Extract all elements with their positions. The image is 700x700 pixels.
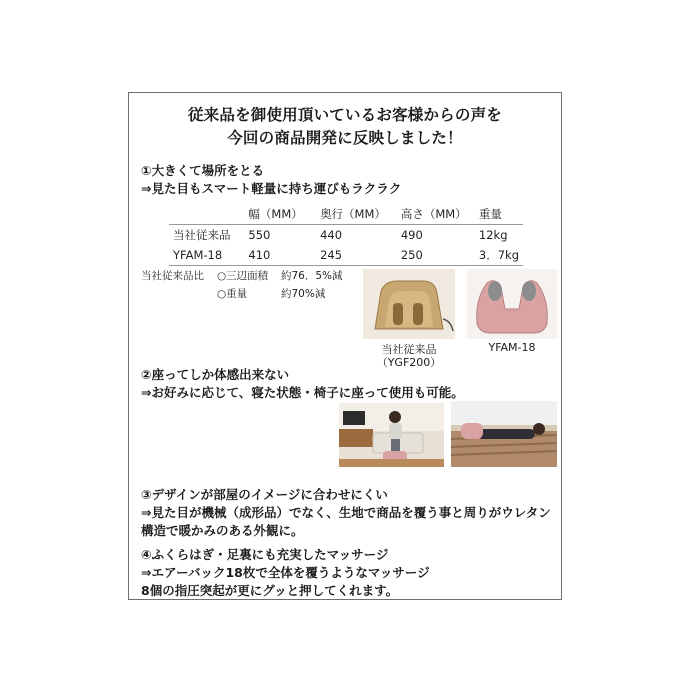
spec-cell: 3．7kg: [475, 245, 523, 266]
headline-line-1: 従来品を御使用頂いているお客様からの声を: [187, 106, 502, 124]
spec-header-cell: 高さ（MM）: [397, 204, 475, 225]
spec-cell: 550: [248, 228, 271, 242]
new-product-photo: [467, 269, 557, 339]
section3-answer-line-2: 構造で暖かみのある外観に。: [141, 523, 304, 538]
spec-cell: 490: [400, 228, 423, 242]
person-sitting-icon: [339, 403, 444, 467]
section3-answer-line-1: ⇒見た目が機械（成形品）でなく、生地で商品を覆う事と周りがウレタン: [141, 505, 551, 520]
bed-photo: [451, 401, 557, 467]
spec-header-cell: [169, 204, 244, 225]
old-product-caption-1: 当社従来品: [381, 343, 437, 356]
comparison-item1-name: ○三辺面積: [217, 270, 269, 282]
comparison-label: 当社従来品比: [141, 270, 204, 282]
headline-line-2: 今回の商品開発に反映しました！: [227, 129, 463, 147]
comparison-item2-value: 約70%減: [281, 288, 326, 300]
person-lying-icon: [451, 401, 557, 467]
section2-title: ②座ってしか体感出来ない: [141, 367, 290, 382]
section1-answer: ⇒見た目もスマート軽量に持ち運びもラクラク: [141, 181, 402, 196]
spec-table: [169, 204, 523, 266]
spec-table-header: [169, 204, 523, 225]
feature-panel: [128, 92, 562, 600]
comparison-item2-name: ○重量: [217, 288, 248, 300]
table-row: [169, 225, 523, 246]
spec-cell: 当社従来品: [173, 228, 231, 242]
spec-cell: 245: [316, 245, 397, 266]
spec-header-cell: 奥行（MM）: [316, 204, 397, 225]
section4-title: ④ふくらはぎ・足裏にも充実したマッサージ: [141, 547, 389, 562]
spec-cell: YFAM-18: [169, 245, 244, 266]
table-row: [169, 245, 523, 266]
section4-answer-line-1: ⇒エアーバック18枚で全体を覆うようなマッサージ: [141, 565, 430, 580]
spec-header-cell: 重量: [475, 204, 523, 225]
spec-header-cell: 幅（MM）: [244, 204, 316, 225]
section2-answer: ⇒お好みに応じて、寝た状態・椅子に座って使用も可能。: [141, 385, 464, 400]
spec-cell: 410: [244, 245, 316, 266]
foot-massager-old-icon: [363, 269, 455, 339]
section4-answer-line-2: 8個の指圧突起が更にグッと押してくれます。: [141, 583, 399, 598]
spec-cell: 250: [397, 245, 475, 266]
comparison-item1-value: 約76．5%減: [281, 270, 343, 282]
section1-title: ①大きくて場所をとる: [141, 163, 265, 178]
new-product-caption: YFAM-18: [488, 341, 536, 354]
old-product-caption-2: （YGF200）: [376, 356, 442, 369]
spec-cell: 12kg: [478, 228, 508, 242]
foot-massager-new-icon: [467, 269, 557, 339]
old-product-photo: [363, 269, 455, 339]
living-room-photo: [339, 403, 444, 467]
section3-title: ③デザインが部屋のイメージに合わせにくい: [141, 487, 388, 502]
spec-cell: 440: [320, 228, 343, 242]
